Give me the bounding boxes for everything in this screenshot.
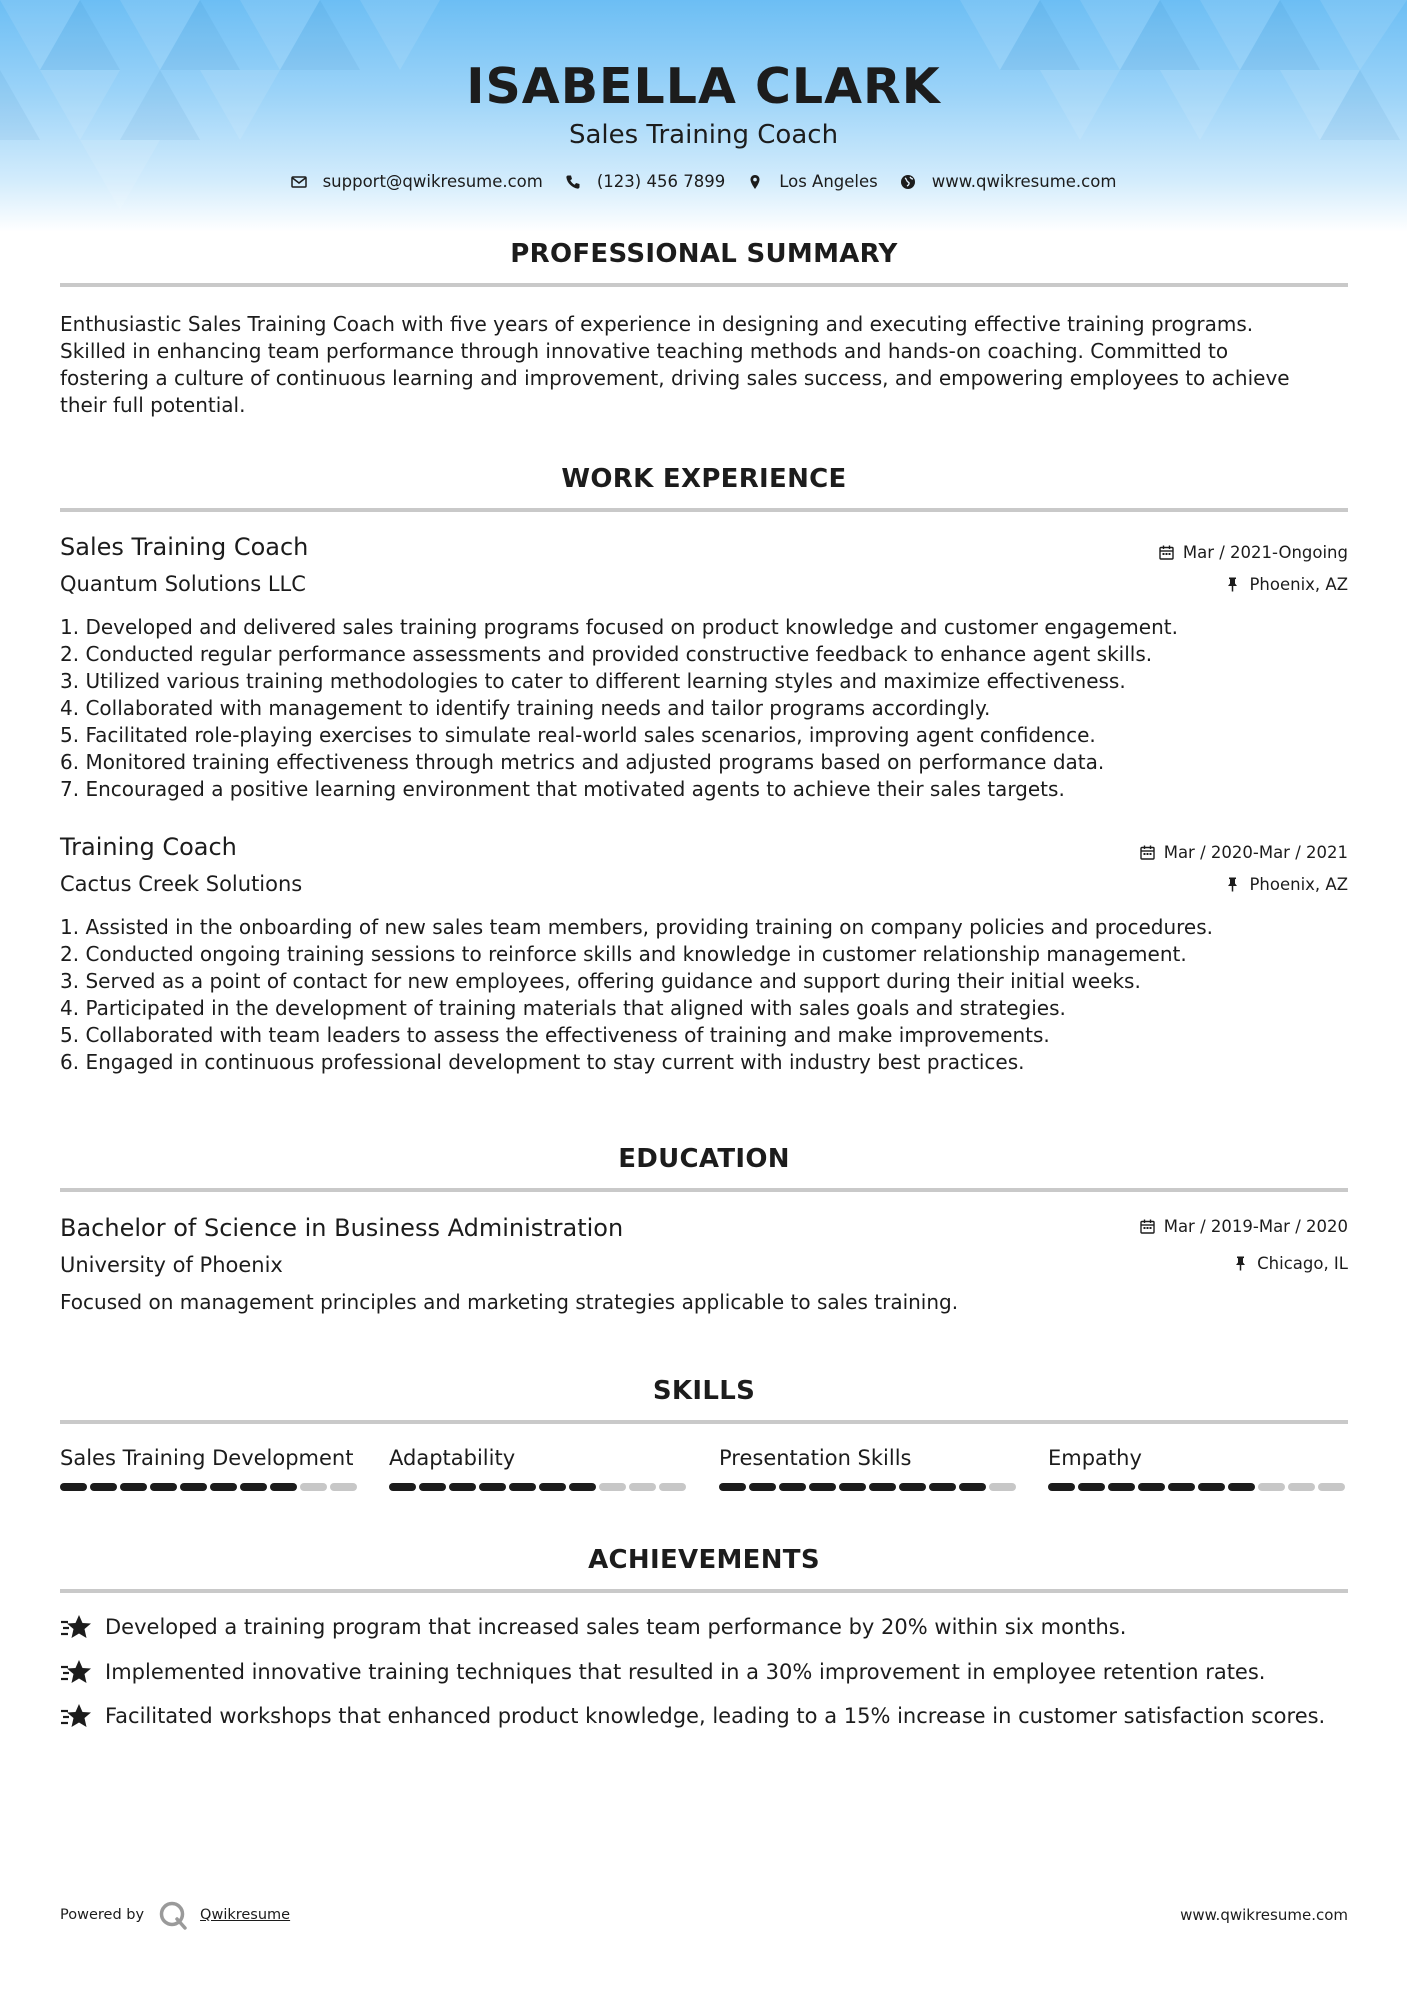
- skill-level-dot-filled: [779, 1483, 806, 1491]
- education-heading: EDUCATION: [618, 1144, 790, 1174]
- job-responsibilities: [60, 914, 1350, 1076]
- job-dates: [1159, 543, 1348, 562]
- skill-level-dot-filled: [719, 1483, 746, 1491]
- school-name: University of Phoenix: [60, 1253, 283, 1277]
- list-item: 4. Participated in the development of training materials that aligned with sales goals and strategies.: [60, 996, 1066, 1020]
- education-dates: [1140, 1217, 1348, 1236]
- skill-level-dot-empty: [1258, 1483, 1285, 1491]
- education-location: [1233, 1254, 1348, 1273]
- envelope-icon: [291, 174, 307, 190]
- triangle-pattern-background: [0, 0, 1407, 232]
- skill-level-dot-filled: [449, 1483, 476, 1491]
- skill-level-dot-filled: [749, 1483, 776, 1491]
- pushpin-icon: [1233, 1256, 1248, 1271]
- candidate-name: ISABELLA CLARK: [466, 58, 941, 115]
- skill-level-dot-filled: [1198, 1483, 1225, 1491]
- skill-item: [719, 1446, 1019, 1470]
- skill-level-dot-filled: [240, 1483, 267, 1491]
- map-pin-icon: [747, 174, 763, 190]
- contact-location: [747, 172, 878, 191]
- achievement-item: [60, 1658, 1265, 1686]
- skill-level-dot-filled: [1168, 1483, 1195, 1491]
- education-location-text: Chicago, IL: [1257, 1254, 1348, 1273]
- job-company: Cactus Creek Solutions: [60, 872, 303, 896]
- contact-location-text: Los Angeles: [779, 172, 878, 191]
- skill-level-dot-filled: [180, 1483, 207, 1491]
- skill-level-dot-filled: [809, 1483, 836, 1491]
- qwikresume-logo-icon: [158, 1900, 188, 1930]
- footer-powered-by: [60, 1900, 290, 1930]
- list-item: 4. Collaborated with management to identify training needs and tailor programs accordingly.: [60, 696, 991, 720]
- skill-level-dot-empty: [989, 1483, 1016, 1491]
- education-divider: [60, 1188, 1348, 1192]
- skill-name: Empathy: [1048, 1446, 1142, 1470]
- list-item: 3. Utilized various training methodologies to cater to different learning styles and maximize effectiveness.: [60, 669, 1126, 693]
- skill-level-dot-filled: [210, 1483, 237, 1491]
- skills-heading: SKILLS: [652, 1376, 756, 1406]
- education-description: Focused on management principles and marketing strategies applicable to sales training.: [60, 1290, 959, 1314]
- skill-level-dot-filled: [1048, 1483, 1075, 1491]
- skill-item: [60, 1446, 360, 1470]
- skill-level-dot-filled: [60, 1483, 87, 1491]
- contact-website[interactable]: [900, 172, 1117, 191]
- skill-level-dot-filled: [869, 1483, 896, 1491]
- contact-website-text: www.qwikresume.com: [931, 172, 1117, 191]
- summary-line: fostering a culture of continuous learning and improvement, driving sales success, and empowering employees to achieve: [60, 366, 1290, 390]
- calendar-icon: [1159, 545, 1174, 560]
- skill-level-dot-empty: [330, 1483, 357, 1491]
- achievements-divider: [60, 1589, 1348, 1593]
- job-location-text: Phoenix, AZ: [1249, 875, 1348, 894]
- skill-name: Presentation Skills: [719, 1446, 912, 1470]
- footer-website-link[interactable]: www.qwikresume.com: [1180, 1906, 1348, 1924]
- summary-heading: PROFESSIONAL SUMMARY: [510, 239, 898, 269]
- skill-level-dot-filled: [1228, 1483, 1255, 1491]
- pushpin-icon: [1225, 877, 1240, 892]
- skill-level-meter: [1048, 1483, 1348, 1491]
- skill-level-dot-filled: [150, 1483, 177, 1491]
- skills-divider: [60, 1420, 1348, 1424]
- achievements-heading: ACHIEVEMENTS: [588, 1545, 820, 1575]
- experience-divider: [60, 508, 1348, 512]
- contact-phone[interactable]: [565, 172, 725, 191]
- achievement-text: Implemented innovative training techniques that resulted in a 30% improvement in employee retention rates.: [105, 1660, 1266, 1684]
- powered-by-label: Powered by: [60, 1907, 145, 1923]
- globe-icon: [900, 174, 916, 190]
- list-item: 2. Conducted regular performance assessments and provided constructive feedback to enhance agent skills.: [60, 642, 1153, 666]
- contact-phone-text: (123) 456 7899: [596, 172, 726, 191]
- list-item: 7. Encouraged a positive learning environment that motivated agents to achieve their sales targets.: [60, 777, 1065, 801]
- skill-name: Adaptability: [389, 1446, 516, 1470]
- brand-link[interactable]: Qwikresume: [200, 1907, 291, 1923]
- summary-line: their full potential.: [60, 393, 246, 417]
- skill-item: [389, 1446, 689, 1470]
- skill-level-dot-filled: [270, 1483, 297, 1491]
- contact-bar: [0, 172, 1407, 191]
- education-dates-text: Mar / 2019-Mar / 2020: [1163, 1217, 1348, 1236]
- skill-level-dot-filled: [959, 1483, 986, 1491]
- achievement-item: [60, 1613, 1126, 1641]
- skill-level-dot-empty: [1288, 1483, 1315, 1491]
- skill-level-dot-empty: [629, 1483, 656, 1491]
- summary-line: Enthusiastic Sales Training Coach with five years of experience in designing and executing effective training programs.: [60, 312, 1254, 336]
- job-company: Quantum Solutions LLC: [60, 572, 306, 596]
- summary-divider: [60, 283, 1348, 287]
- candidate-role: Sales Training Coach: [568, 120, 839, 150]
- skill-level-meter: [719, 1483, 1019, 1491]
- contact-email-text: support@qwikresume.com: [322, 172, 543, 191]
- skill-level-dot-filled: [509, 1483, 536, 1491]
- job-title: Sales Training Coach: [60, 533, 309, 561]
- list-item: 1. Developed and delivered sales training programs focused on product knowledge and customer engagement.: [60, 615, 1178, 639]
- star-icon: [60, 1613, 92, 1641]
- skill-level-dot-filled: [929, 1483, 956, 1491]
- skill-level-dot-filled: [539, 1483, 566, 1491]
- job-title: Training Coach: [60, 833, 237, 861]
- contact-email[interactable]: [291, 172, 543, 191]
- experience-heading: WORK EXPERIENCE: [561, 464, 847, 494]
- star-icon: [60, 1658, 92, 1686]
- skill-level-dot-empty: [1318, 1483, 1345, 1491]
- pushpin-icon: [1225, 577, 1240, 592]
- skill-level-dot-filled: [1108, 1483, 1135, 1491]
- skill-level-dot-filled: [479, 1483, 506, 1491]
- list-item: 6. Monitored training effectiveness through metrics and adjusted programs based on performance data.: [60, 750, 1105, 774]
- summary-text: [60, 311, 1350, 419]
- list-item: 5. Facilitated role-playing exercises to simulate real-world sales scenarios, improving agent confidence.: [60, 723, 1096, 747]
- skill-level-dot-filled: [1138, 1483, 1165, 1491]
- skill-level-dot-filled: [839, 1483, 866, 1491]
- job-location-text: Phoenix, AZ: [1249, 575, 1348, 594]
- skill-level-dot-empty: [300, 1483, 327, 1491]
- star-icon: [60, 1702, 92, 1730]
- skill-level-meter: [389, 1483, 689, 1491]
- achievement-text: Developed a training program that increased sales team performance by 20% within six months.: [105, 1615, 1127, 1639]
- summary-line: Skilled in enhancing team performance through innovative teaching methods and hands-on coaching. Committed to: [60, 339, 1229, 363]
- job-dates-text: Mar / 2021-Ongoing: [1182, 543, 1348, 562]
- phone-icon: [565, 174, 581, 190]
- skill-level-dot-filled: [899, 1483, 926, 1491]
- skill-level-dot-filled: [120, 1483, 147, 1491]
- list-item: 6. Engaged in continuous professional development to stay current with industry best practices.: [60, 1050, 1025, 1074]
- skill-level-dot-empty: [659, 1483, 686, 1491]
- skill-level-dot-filled: [90, 1483, 117, 1491]
- skill-level-meter: [60, 1483, 360, 1491]
- skill-item: [1048, 1446, 1348, 1470]
- job-location: [1225, 575, 1348, 594]
- job-dates-text: Mar / 2020-Mar / 2021: [1163, 843, 1348, 862]
- degree-title: Bachelor of Science in Business Administration: [60, 1214, 624, 1242]
- list-item: 1. Assisted in the onboarding of new sales team members, providing training on company policies and procedures.: [60, 915, 1214, 939]
- list-item: 5. Collaborated with team leaders to assess the effectiveness of training and make improvements.: [60, 1023, 1050, 1047]
- list-item: 2. Conducted ongoing training sessions to reinforce skills and knowledge in customer relationship management.: [60, 942, 1187, 966]
- skill-level-dot-filled: [419, 1483, 446, 1491]
- calendar-icon: [1140, 845, 1155, 860]
- header-banner: [0, 0, 1407, 232]
- skill-name: Sales Training Development: [60, 1446, 354, 1470]
- job-dates: [1140, 843, 1348, 862]
- job-location: [1225, 875, 1348, 894]
- achievement-text: Facilitated workshops that enhanced product knowledge, leading to a 15% increase in customer satisfaction scores.: [105, 1704, 1326, 1728]
- list-item: 3. Served as a point of contact for new employees, offering guidance and support during their initial weeks.: [60, 969, 1141, 993]
- skill-level-dot-filled: [1078, 1483, 1105, 1491]
- achievement-item: [60, 1702, 1325, 1730]
- job-responsibilities: [60, 614, 1350, 803]
- calendar-icon: [1140, 1219, 1155, 1234]
- skill-level-dot-filled: [569, 1483, 596, 1491]
- skill-level-dot-filled: [389, 1483, 416, 1491]
- skill-level-dot-empty: [599, 1483, 626, 1491]
